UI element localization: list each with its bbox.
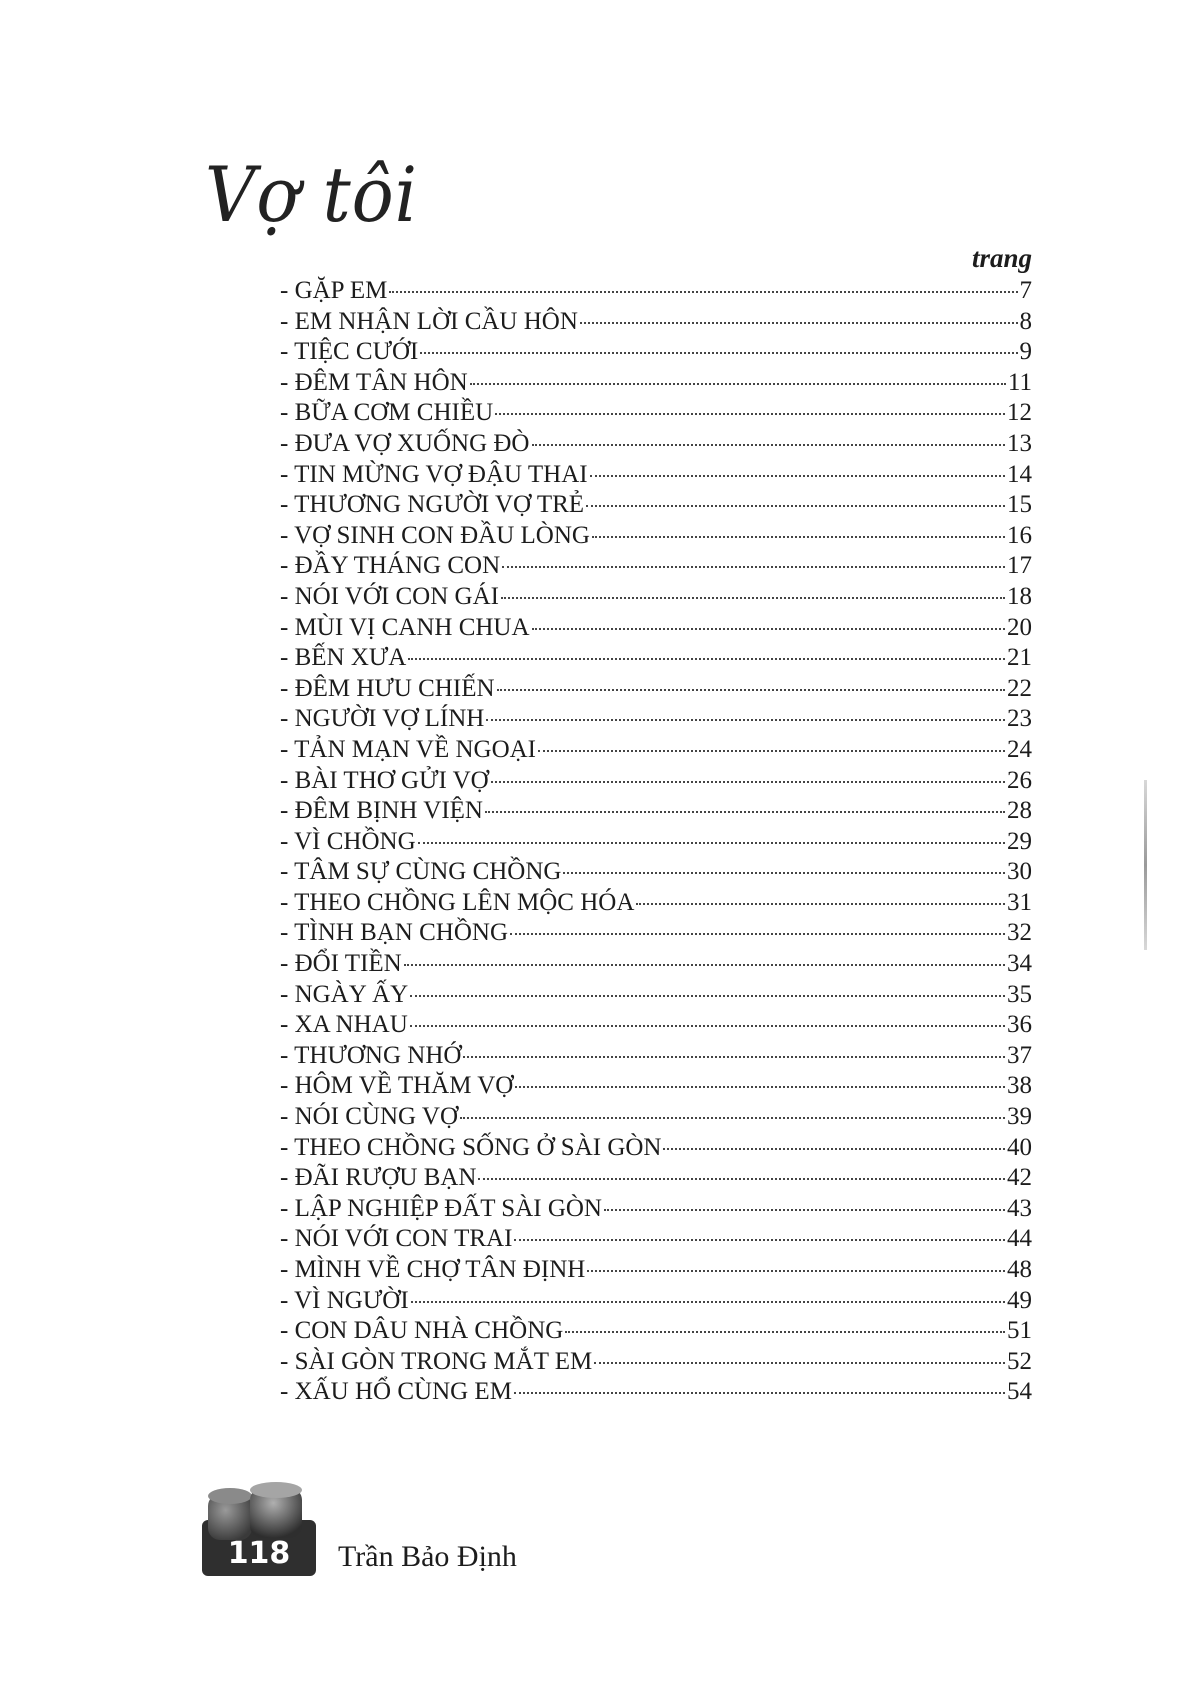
toc-entry bbox=[280, 1010, 1032, 1041]
toc-entry-title: - LẬP NGHIỆP ĐẤT SÀI GÒN bbox=[280, 1194, 602, 1222]
dot-leader bbox=[514, 1239, 1005, 1241]
toc-entry bbox=[280, 1041, 1032, 1072]
toc-entry-title: - ĐẦY THÁNG CON bbox=[280, 552, 501, 580]
toc-entry bbox=[280, 949, 1032, 980]
dot-leader bbox=[565, 1331, 1005, 1333]
toc-entry-page: 48 bbox=[1007, 1256, 1032, 1283]
toc-entry-title: - ĐÊM BỊNH VIỆN bbox=[280, 797, 483, 825]
toc-entry-page: 30 bbox=[1007, 858, 1032, 886]
toc-entry bbox=[280, 1224, 1032, 1255]
table-of-contents bbox=[280, 276, 1032, 1408]
toc-entry-page: 24 bbox=[1007, 735, 1032, 763]
toc-entry-title: - NÓI VỚI CON TRAI bbox=[280, 1225, 513, 1253]
toc-entry-title: - THEO CHỒNG SỐNG Ở SÀI GÒN bbox=[280, 1133, 662, 1161]
toc-entry-page: 8 bbox=[1019, 307, 1032, 335]
dot-leader bbox=[587, 1270, 1005, 1272]
toc-entry bbox=[280, 735, 1032, 766]
toc-entry-title: - ĐƯA VỢ XUỐNG ĐÒ bbox=[280, 429, 530, 457]
toc-entry-title: - VÌ CHỒNG bbox=[280, 827, 416, 855]
toc-entry-page: 18 bbox=[1007, 582, 1032, 610]
dot-leader bbox=[510, 933, 1005, 935]
toc-entry bbox=[280, 613, 1032, 644]
dot-leader bbox=[478, 1178, 1005, 1180]
toc-entry bbox=[280, 521, 1032, 552]
toc-entry bbox=[280, 1316, 1032, 1347]
toc-entry-page: 7 bbox=[1019, 277, 1032, 304]
dot-leader bbox=[590, 475, 1005, 477]
toc-entry-page: 13 bbox=[1007, 429, 1032, 457]
toc-entry-page: 26 bbox=[1007, 766, 1032, 794]
toc-entry-page: 11 bbox=[1007, 368, 1032, 396]
dot-leader bbox=[470, 383, 1006, 385]
toc-entry-title: - TIN MỪNG VỢ ĐẬU THAI bbox=[280, 460, 588, 488]
toc-entry-title: - NGƯỜI VỢ LÍNH bbox=[280, 705, 485, 733]
dot-leader bbox=[408, 658, 1005, 660]
toc-entry-title: - THƯƠNG NGƯỜI VỢ TRẺ bbox=[280, 491, 585, 519]
toc-entry-title: - THƯƠNG NHỚ bbox=[280, 1041, 462, 1069]
toc-entry-page: 16 bbox=[1007, 521, 1032, 549]
toc-entry bbox=[280, 337, 1032, 368]
toc-entry bbox=[280, 857, 1032, 888]
dot-leader bbox=[604, 1209, 1005, 1211]
toc-entry-title: - EM NHẬN LỜI CẦU HÔN bbox=[280, 307, 578, 335]
toc-entry-title: - NÓI CÙNG VỢ bbox=[280, 1103, 459, 1131]
toc-entry-title: - TIỆC CƯỚI bbox=[280, 338, 419, 366]
toc-entry bbox=[280, 1133, 1032, 1164]
toc-entry-title: - CON DÂU NHÀ CHỒNG bbox=[280, 1317, 564, 1345]
toc-entry bbox=[280, 643, 1032, 674]
section-title: Vợ tôi bbox=[205, 150, 418, 239]
toc-entry-page: 52 bbox=[1007, 1347, 1032, 1375]
dot-leader bbox=[495, 413, 1005, 415]
dot-leader bbox=[502, 566, 1005, 568]
toc-entry bbox=[280, 980, 1032, 1011]
toc-entry bbox=[280, 307, 1032, 338]
toc-entry-page: 36 bbox=[1007, 1011, 1032, 1039]
scan-edge-mark bbox=[1144, 780, 1147, 950]
toc-entry-page: 23 bbox=[1007, 705, 1032, 733]
dot-leader bbox=[515, 1086, 1005, 1088]
toc-entry bbox=[280, 827, 1032, 858]
dot-leader bbox=[532, 444, 1006, 446]
dot-leader bbox=[501, 597, 1005, 599]
toc-entry-page: 39 bbox=[1007, 1103, 1032, 1131]
toc-entry-page: 51 bbox=[1007, 1317, 1032, 1345]
toc-entry-title: - ĐÊM HƯU CHIẾN bbox=[280, 674, 495, 702]
toc-entry-title: - NGÀY ẤY bbox=[280, 980, 409, 1008]
toc-entry bbox=[280, 398, 1032, 429]
toc-entry-page: 54 bbox=[1007, 1378, 1032, 1406]
toc-entry bbox=[280, 582, 1032, 613]
toc-entry-page: 35 bbox=[1007, 980, 1032, 1008]
toc-entry bbox=[280, 1255, 1032, 1286]
toc-entry bbox=[280, 429, 1032, 460]
toc-entry bbox=[280, 490, 1032, 521]
dot-leader bbox=[491, 781, 1005, 783]
toc-entry bbox=[280, 1163, 1032, 1194]
toc-entry-page: 20 bbox=[1007, 613, 1032, 641]
dot-leader bbox=[418, 842, 1005, 844]
dot-leader bbox=[404, 964, 1005, 966]
toc-entry-title: - XA NHAU bbox=[280, 1011, 408, 1039]
dot-leader bbox=[485, 811, 1005, 813]
toc-entry-title: - XẤU HỔ CÙNG EM bbox=[280, 1378, 512, 1406]
toc-entry-page: 22 bbox=[1007, 674, 1032, 702]
toc-entry bbox=[280, 918, 1032, 949]
toc-entry-page: 29 bbox=[1007, 827, 1032, 855]
toc-entry-title: - ĐỔI TIỀN bbox=[280, 950, 402, 978]
toc-entry-title: - MÙI VỊ CANH CHUA bbox=[280, 613, 530, 641]
toc-entry-title: - VÌ NGƯỜI bbox=[280, 1286, 409, 1314]
page-number: 118 bbox=[227, 1536, 291, 1571]
dot-leader bbox=[636, 903, 1005, 905]
toc-entry bbox=[280, 704, 1032, 735]
toc-entry-title: - GẶP EM bbox=[280, 277, 388, 304]
toc-entry bbox=[280, 551, 1032, 582]
toc-entry bbox=[280, 674, 1032, 705]
toc-entry bbox=[280, 796, 1032, 827]
dot-leader bbox=[420, 352, 1017, 354]
dot-leader bbox=[389, 291, 1017, 293]
toc-entry-page: 37 bbox=[1007, 1041, 1032, 1069]
toc-entry-page: 49 bbox=[1007, 1286, 1032, 1314]
toc-entry-page: 34 bbox=[1007, 950, 1032, 978]
dot-leader bbox=[580, 322, 1018, 324]
toc-entry-page: 21 bbox=[1007, 644, 1032, 672]
author-name: Trần Bảo Định bbox=[338, 1540, 517, 1573]
dot-leader bbox=[514, 1392, 1005, 1394]
toc-entry-page: 32 bbox=[1007, 919, 1032, 947]
toc-entry bbox=[280, 276, 1032, 307]
toc-entry-page: 44 bbox=[1007, 1225, 1032, 1253]
toc-entry-title: - HÔM VỀ THĂM VỢ bbox=[280, 1072, 514, 1100]
toc-entry bbox=[280, 1071, 1032, 1102]
dot-leader bbox=[592, 536, 1005, 538]
toc-entry-title: - MÌNH VỀ CHỢ TÂN ĐỊNH bbox=[280, 1256, 586, 1283]
toc-entry-page: 40 bbox=[1007, 1133, 1032, 1161]
toc-entry bbox=[280, 888, 1032, 919]
toc-entry-title: - NÓI VỚI CON GÁI bbox=[280, 582, 499, 610]
toc-entry-title: - TÌNH BẠN CHỒNG bbox=[280, 919, 509, 947]
toc-entry-title: - VỢ SINH CON ĐẦU LÒNG bbox=[280, 521, 590, 549]
dot-leader bbox=[497, 689, 1005, 691]
dot-leader bbox=[410, 995, 1005, 997]
toc-entry-title: - TÂM SỰ CÙNG CHỒNG bbox=[280, 858, 562, 886]
toc-entry-title: - TẢN MẠN VỀ NGOẠI bbox=[280, 735, 537, 763]
toc-entry-title: - BẾN XƯA bbox=[280, 644, 407, 672]
toc-entry bbox=[280, 1347, 1032, 1378]
toc-entry bbox=[280, 368, 1032, 399]
dot-leader bbox=[486, 719, 1005, 721]
dot-leader bbox=[563, 872, 1005, 874]
toc-entry-page: 43 bbox=[1007, 1194, 1032, 1222]
toc-entry bbox=[280, 1286, 1032, 1317]
dot-leader bbox=[586, 505, 1005, 507]
toc-entry-title: - ĐÃI RƯỢU BẠN bbox=[280, 1164, 477, 1192]
dot-leader bbox=[538, 750, 1005, 752]
dot-leader bbox=[663, 1148, 1005, 1150]
toc-entry-page: 12 bbox=[1007, 399, 1032, 427]
dot-leader bbox=[411, 1301, 1005, 1303]
dot-leader bbox=[532, 628, 1005, 630]
toc-entry-page: 38 bbox=[1007, 1072, 1032, 1100]
toc-entry-title: - ĐÊM TÂN HÔN bbox=[280, 368, 468, 396]
toc-entry-title: - SÀI GÒN TRONG MẮT EM bbox=[280, 1347, 593, 1375]
toc-entry-title: - BÀI THƠ GỬI VỢ bbox=[280, 766, 489, 794]
toc-entry bbox=[280, 460, 1032, 491]
toc-entry bbox=[280, 766, 1032, 797]
dot-leader bbox=[460, 1117, 1005, 1119]
toc-entry-page: 14 bbox=[1007, 460, 1032, 488]
toc-entry bbox=[280, 1194, 1032, 1225]
page-column-header: trang bbox=[971, 243, 1032, 273]
toc-entry-title: - BỮA CƠM CHIỀU bbox=[280, 399, 494, 427]
toc-entry bbox=[280, 1102, 1032, 1133]
toc-entry-page: 28 bbox=[1007, 797, 1032, 825]
dot-leader bbox=[410, 1025, 1005, 1027]
toc-entry-page: 17 bbox=[1007, 552, 1032, 580]
toc-entry bbox=[280, 1377, 1032, 1408]
dot-leader bbox=[594, 1362, 1005, 1364]
toc-entry-page: 15 bbox=[1007, 491, 1032, 519]
toc-entry-title: - THEO CHỒNG LÊN MỘC HÓA bbox=[280, 888, 635, 916]
toc-entry-page: 9 bbox=[1019, 338, 1032, 366]
toc-entry-page: 42 bbox=[1007, 1164, 1032, 1192]
toc-entry-page: 31 bbox=[1007, 888, 1032, 916]
page-number-badge bbox=[200, 1478, 318, 1578]
dot-leader bbox=[463, 1056, 1005, 1058]
